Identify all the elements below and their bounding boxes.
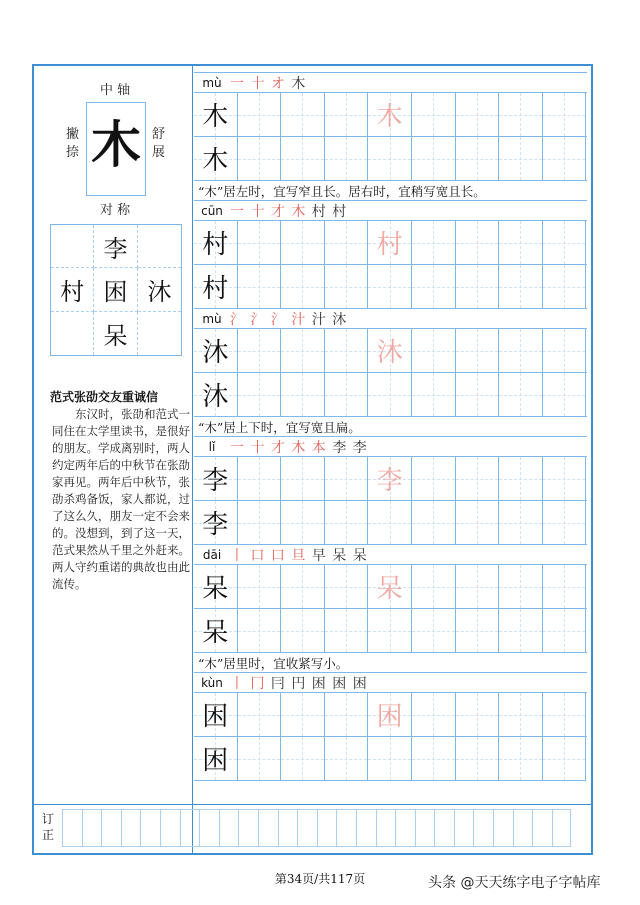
stroke-order-row xyxy=(194,544,587,565)
practice-cell[interactable] xyxy=(412,565,456,609)
practice-cell[interactable] xyxy=(499,329,543,373)
practice-grid-row xyxy=(194,608,587,653)
correction-cell[interactable] xyxy=(552,809,572,847)
practice-cell[interactable] xyxy=(238,693,282,737)
practice-grid-row xyxy=(194,92,587,137)
correction-cell[interactable] xyxy=(160,809,180,847)
pinyin: dāi xyxy=(202,548,222,562)
correction-label: 订正 xyxy=(42,812,55,842)
practice-cell[interactable] xyxy=(368,693,412,737)
stroke-order-red: 一 十 才 木 xyxy=(230,204,307,220)
practice-cell[interactable] xyxy=(238,737,282,781)
practice-cell[interactable] xyxy=(543,693,587,737)
practice-grid-row xyxy=(194,500,587,545)
correction-cell[interactable] xyxy=(101,809,121,847)
practice-cell[interactable] xyxy=(456,737,500,781)
correction-cell[interactable] xyxy=(376,809,396,847)
practice-cell[interactable] xyxy=(325,693,369,737)
practice-cell[interactable] xyxy=(456,221,500,265)
practice-cell[interactable] xyxy=(325,329,369,373)
practice-cell[interactable] xyxy=(194,93,238,137)
practice-grid-row xyxy=(194,456,587,501)
radical-cell: 困 xyxy=(94,268,137,311)
practice-cell[interactable] xyxy=(238,609,282,653)
stroke-order-row xyxy=(194,72,587,93)
practice-cell[interactable] xyxy=(412,329,456,373)
correction-cells xyxy=(62,809,571,847)
practice-cell[interactable] xyxy=(238,373,282,417)
model-character: 困 xyxy=(202,746,229,776)
practice-cell[interactable] xyxy=(456,457,500,501)
model-character: 呆 xyxy=(202,618,229,648)
trace-character: 村 xyxy=(376,230,403,260)
pinyin: mù xyxy=(202,76,222,90)
practice-cell[interactable] xyxy=(499,737,543,781)
correction-cell[interactable] xyxy=(82,809,102,847)
practice-cell[interactable] xyxy=(325,501,369,545)
practice-cell[interactable] xyxy=(368,373,412,417)
page-number: 第34页/共117页 xyxy=(274,872,366,886)
stroke-order-black: 汁 沐 xyxy=(306,312,348,328)
diagram-left-label: 撇 捺 xyxy=(66,127,80,160)
practice-cell[interactable] xyxy=(456,565,500,609)
radical-grid xyxy=(50,224,182,356)
correction-cell[interactable] xyxy=(238,809,258,847)
practice-cell[interactable] xyxy=(412,501,456,545)
stroke-order-black: 李 李 xyxy=(326,440,368,456)
diagram-top-label: 中 轴 xyxy=(100,83,131,98)
practice-cell[interactable] xyxy=(194,565,238,609)
practice-cell[interactable] xyxy=(368,737,412,781)
correction-cell[interactable] xyxy=(434,809,454,847)
pinyin: mù xyxy=(202,312,222,326)
practice-cell[interactable] xyxy=(412,265,456,309)
practice-cell[interactable] xyxy=(412,137,456,181)
practice-cell[interactable] xyxy=(281,221,325,265)
practice-cell[interactable] xyxy=(325,265,369,309)
practice-cell[interactable] xyxy=(499,221,543,265)
practice-grid-row xyxy=(194,136,587,181)
stroke-order-red: 氵 氵 氵 汁 xyxy=(230,312,307,328)
practice-cell[interactable] xyxy=(368,609,412,653)
practice-grid-row xyxy=(194,328,587,373)
diagram-right-label: 舒 展 xyxy=(152,127,166,160)
column-divider xyxy=(192,66,193,853)
model-character: 困 xyxy=(202,702,229,732)
practice-cell[interactable] xyxy=(543,457,587,501)
practice-cell[interactable] xyxy=(412,609,456,653)
tip-note: “木”居左时，宜写窄且长。居右时，宜稍写宽且长。 xyxy=(194,180,587,200)
radical-cell xyxy=(51,225,94,268)
radical-cell xyxy=(51,312,94,355)
pinyin: lǐ xyxy=(208,440,216,454)
correction-cell[interactable] xyxy=(297,809,317,847)
practice-cell[interactable] xyxy=(543,93,587,137)
practice-cell[interactable] xyxy=(194,265,238,309)
practice-cell[interactable] xyxy=(325,565,369,609)
practice-cell[interactable] xyxy=(456,373,500,417)
stroke-order-red: 一 十 才 木 本 xyxy=(230,440,327,456)
radical-cell xyxy=(138,225,181,268)
correction-row xyxy=(34,804,591,854)
correction-cell[interactable] xyxy=(62,809,82,847)
practice-cell[interactable] xyxy=(238,457,282,501)
practice-cell[interactable] xyxy=(238,93,282,137)
radical-cell: 村 xyxy=(51,268,94,311)
practice-cell[interactable] xyxy=(194,221,238,265)
stroke-order-row xyxy=(194,200,587,221)
practice-cell[interactable] xyxy=(281,609,325,653)
worksheet-frame xyxy=(32,64,593,855)
stroke-order xyxy=(230,673,368,693)
practice-grid-row xyxy=(194,264,587,309)
practice-cell[interactable] xyxy=(325,137,369,181)
practice-cell[interactable] xyxy=(368,565,412,609)
correction-cell[interactable] xyxy=(140,809,160,847)
practice-grid-row xyxy=(194,736,587,781)
correction-cell[interactable] xyxy=(219,809,239,847)
stroke-order-red: 丨 冂 xyxy=(230,676,266,692)
practice-cell[interactable] xyxy=(368,329,412,373)
practice-cell[interactable] xyxy=(412,93,456,137)
model-character: 李 xyxy=(202,466,229,496)
stroke-order-black: 冃 円 困 困 困 xyxy=(265,676,368,692)
radical-cell: 沐 xyxy=(138,268,181,311)
tip-note: “木”居里时，宜收紧写小。 xyxy=(194,652,587,672)
correction-cell[interactable] xyxy=(454,809,474,847)
practice-cell[interactable] xyxy=(194,373,238,417)
practice-cell[interactable] xyxy=(368,457,412,501)
practice-cell[interactable] xyxy=(194,137,238,181)
practice-cell[interactable] xyxy=(499,265,543,309)
practice-cell[interactable] xyxy=(543,373,587,417)
practice-cell[interactable] xyxy=(368,137,412,181)
practice-grid-row xyxy=(194,372,587,417)
practice-cell[interactable] xyxy=(412,457,456,501)
practice-cell[interactable] xyxy=(281,457,325,501)
practice-cell[interactable] xyxy=(368,93,412,137)
practice-cell[interactable] xyxy=(456,137,500,181)
trace-character: 李 xyxy=(376,466,403,496)
practice-cell[interactable] xyxy=(499,457,543,501)
watermark: 头条 @天天练字电子字帖库 xyxy=(428,875,601,891)
practice-area xyxy=(194,72,587,780)
practice-cell[interactable] xyxy=(543,265,587,309)
practice-cell[interactable] xyxy=(499,609,543,653)
practice-cell[interactable] xyxy=(281,501,325,545)
practice-cell[interactable] xyxy=(325,373,369,417)
stroke-order xyxy=(230,309,347,329)
stroke-order xyxy=(230,201,347,221)
correction-cell[interactable] xyxy=(317,809,337,847)
practice-cell[interactable] xyxy=(325,609,369,653)
trace-character: 木 xyxy=(376,102,403,132)
trace-character: 困 xyxy=(376,702,403,732)
practice-grid-row xyxy=(194,692,587,737)
model-character: 李 xyxy=(202,510,229,540)
correction-cell[interactable] xyxy=(336,809,356,847)
stroke-order-red: 一 十 オ xyxy=(230,76,286,92)
practice-cell[interactable] xyxy=(543,565,587,609)
practice-cell[interactable] xyxy=(412,221,456,265)
practice-cell[interactable] xyxy=(281,265,325,309)
practice-cell[interactable] xyxy=(281,137,325,181)
practice-cell[interactable] xyxy=(238,329,282,373)
practice-grid-row xyxy=(194,564,587,609)
practice-grid-row xyxy=(194,220,587,265)
practice-cell[interactable] xyxy=(543,329,587,373)
diagram-character: 木 xyxy=(91,115,141,174)
practice-cell[interactable] xyxy=(543,501,587,545)
model-character: 村 xyxy=(202,274,229,304)
practice-cell[interactable] xyxy=(281,693,325,737)
stroke-order xyxy=(230,73,306,93)
practice-cell[interactable] xyxy=(281,373,325,417)
pinyin: cūn xyxy=(201,204,223,218)
diagram-box xyxy=(86,102,146,196)
practice-cell[interactable] xyxy=(456,693,500,737)
correction-cell[interactable] xyxy=(258,809,278,847)
practice-cell[interactable] xyxy=(325,737,369,781)
correction-cell[interactable] xyxy=(415,809,435,847)
practice-cell[interactable] xyxy=(499,565,543,609)
practice-cell[interactable] xyxy=(194,737,238,781)
practice-cell[interactable] xyxy=(281,93,325,137)
practice-cell[interactable] xyxy=(194,457,238,501)
model-character: 呆 xyxy=(202,574,229,604)
practice-cell[interactable] xyxy=(499,137,543,181)
correction-cell[interactable] xyxy=(493,809,513,847)
model-character: 木 xyxy=(202,146,229,176)
practice-cell[interactable] xyxy=(368,265,412,309)
pinyin: kùn xyxy=(201,676,223,690)
practice-cell[interactable] xyxy=(456,609,500,653)
practice-cell[interactable] xyxy=(194,609,238,653)
correction-cell[interactable] xyxy=(180,809,200,847)
story-body: 东汉时，张劭和范式一同住在太学里读书，是很好的朋友。学成离别时，两人约定两年后的中秋节在张劭家再见。两年后中秋节，张劭杀鸡备饭，家人都说，过了这么久，朋友一定不会来的。没想到，到了这一天，范式果然从千里之外赶来。两人守约重诺的典故也由此流传。 xyxy=(52,407,190,591)
correction-cell[interactable] xyxy=(278,809,298,847)
model-character: 沐 xyxy=(202,338,229,368)
trace-character: 沐 xyxy=(376,338,403,368)
stroke-order-row xyxy=(194,672,587,693)
correction-cell[interactable] xyxy=(395,809,415,847)
stroke-order-row xyxy=(194,308,587,329)
practice-cell[interactable] xyxy=(499,93,543,137)
practice-cell[interactable] xyxy=(194,501,238,545)
practice-cell[interactable] xyxy=(543,221,587,265)
practice-cell[interactable] xyxy=(194,329,238,373)
practice-cell[interactable] xyxy=(281,329,325,373)
trace-character: 呆 xyxy=(376,574,403,604)
practice-cell[interactable] xyxy=(238,221,282,265)
model-character: 沐 xyxy=(202,382,229,412)
practice-cell[interactable] xyxy=(543,737,587,781)
practice-cell[interactable] xyxy=(368,501,412,545)
practice-cell[interactable] xyxy=(412,373,456,417)
correction-cell[interactable] xyxy=(121,809,141,847)
practice-cell[interactable] xyxy=(543,137,587,181)
diagram-bottom-label: 对 称 xyxy=(100,203,131,218)
structure-diagram xyxy=(44,80,188,218)
practice-cell[interactable] xyxy=(325,93,369,137)
correction-cell[interactable] xyxy=(356,809,376,847)
practice-cell[interactable] xyxy=(499,693,543,737)
practice-cell[interactable] xyxy=(238,565,282,609)
practice-cell[interactable] xyxy=(238,137,282,181)
stroke-order-black: 木 xyxy=(285,76,307,92)
model-character: 村 xyxy=(202,230,229,260)
story-title: 范式张劭交友重诚信 xyxy=(50,390,159,404)
stroke-order xyxy=(230,545,368,565)
practice-cell[interactable] xyxy=(499,501,543,545)
practice-cell[interactable] xyxy=(543,609,587,653)
practice-cell[interactable] xyxy=(456,501,500,545)
radical-cell: 呆 xyxy=(94,312,137,355)
practice-cell[interactable] xyxy=(412,737,456,781)
correction-cell[interactable] xyxy=(473,809,493,847)
practice-cell[interactable] xyxy=(281,737,325,781)
practice-cell[interactable] xyxy=(368,221,412,265)
practice-cell[interactable] xyxy=(456,329,500,373)
practice-cell[interactable] xyxy=(281,565,325,609)
correction-cell[interactable] xyxy=(513,809,533,847)
correction-cell[interactable] xyxy=(532,809,552,847)
practice-cell[interactable] xyxy=(412,693,456,737)
radical-cell: 李 xyxy=(94,225,137,268)
stroke-order-red: 丨 口 口 旦 xyxy=(230,548,307,564)
stroke-order-row xyxy=(194,436,587,457)
stroke-order xyxy=(230,437,368,457)
practice-cell[interactable] xyxy=(499,373,543,417)
practice-cell[interactable] xyxy=(325,457,369,501)
model-character: 木 xyxy=(202,102,229,132)
practice-cell[interactable] xyxy=(194,693,238,737)
correction-cell[interactable] xyxy=(199,809,219,847)
radical-cell xyxy=(138,312,181,355)
practice-cell[interactable] xyxy=(456,93,500,137)
practice-cell[interactable] xyxy=(456,265,500,309)
practice-cell[interactable] xyxy=(238,265,282,309)
stroke-order-black: 村 村 xyxy=(306,204,348,220)
practice-cell[interactable] xyxy=(238,501,282,545)
stroke-order-black: 早 呆 呆 xyxy=(306,548,368,564)
practice-cell[interactable] xyxy=(325,221,369,265)
tip-note: “木”居上下时，宜写宽且扁。 xyxy=(194,416,587,436)
